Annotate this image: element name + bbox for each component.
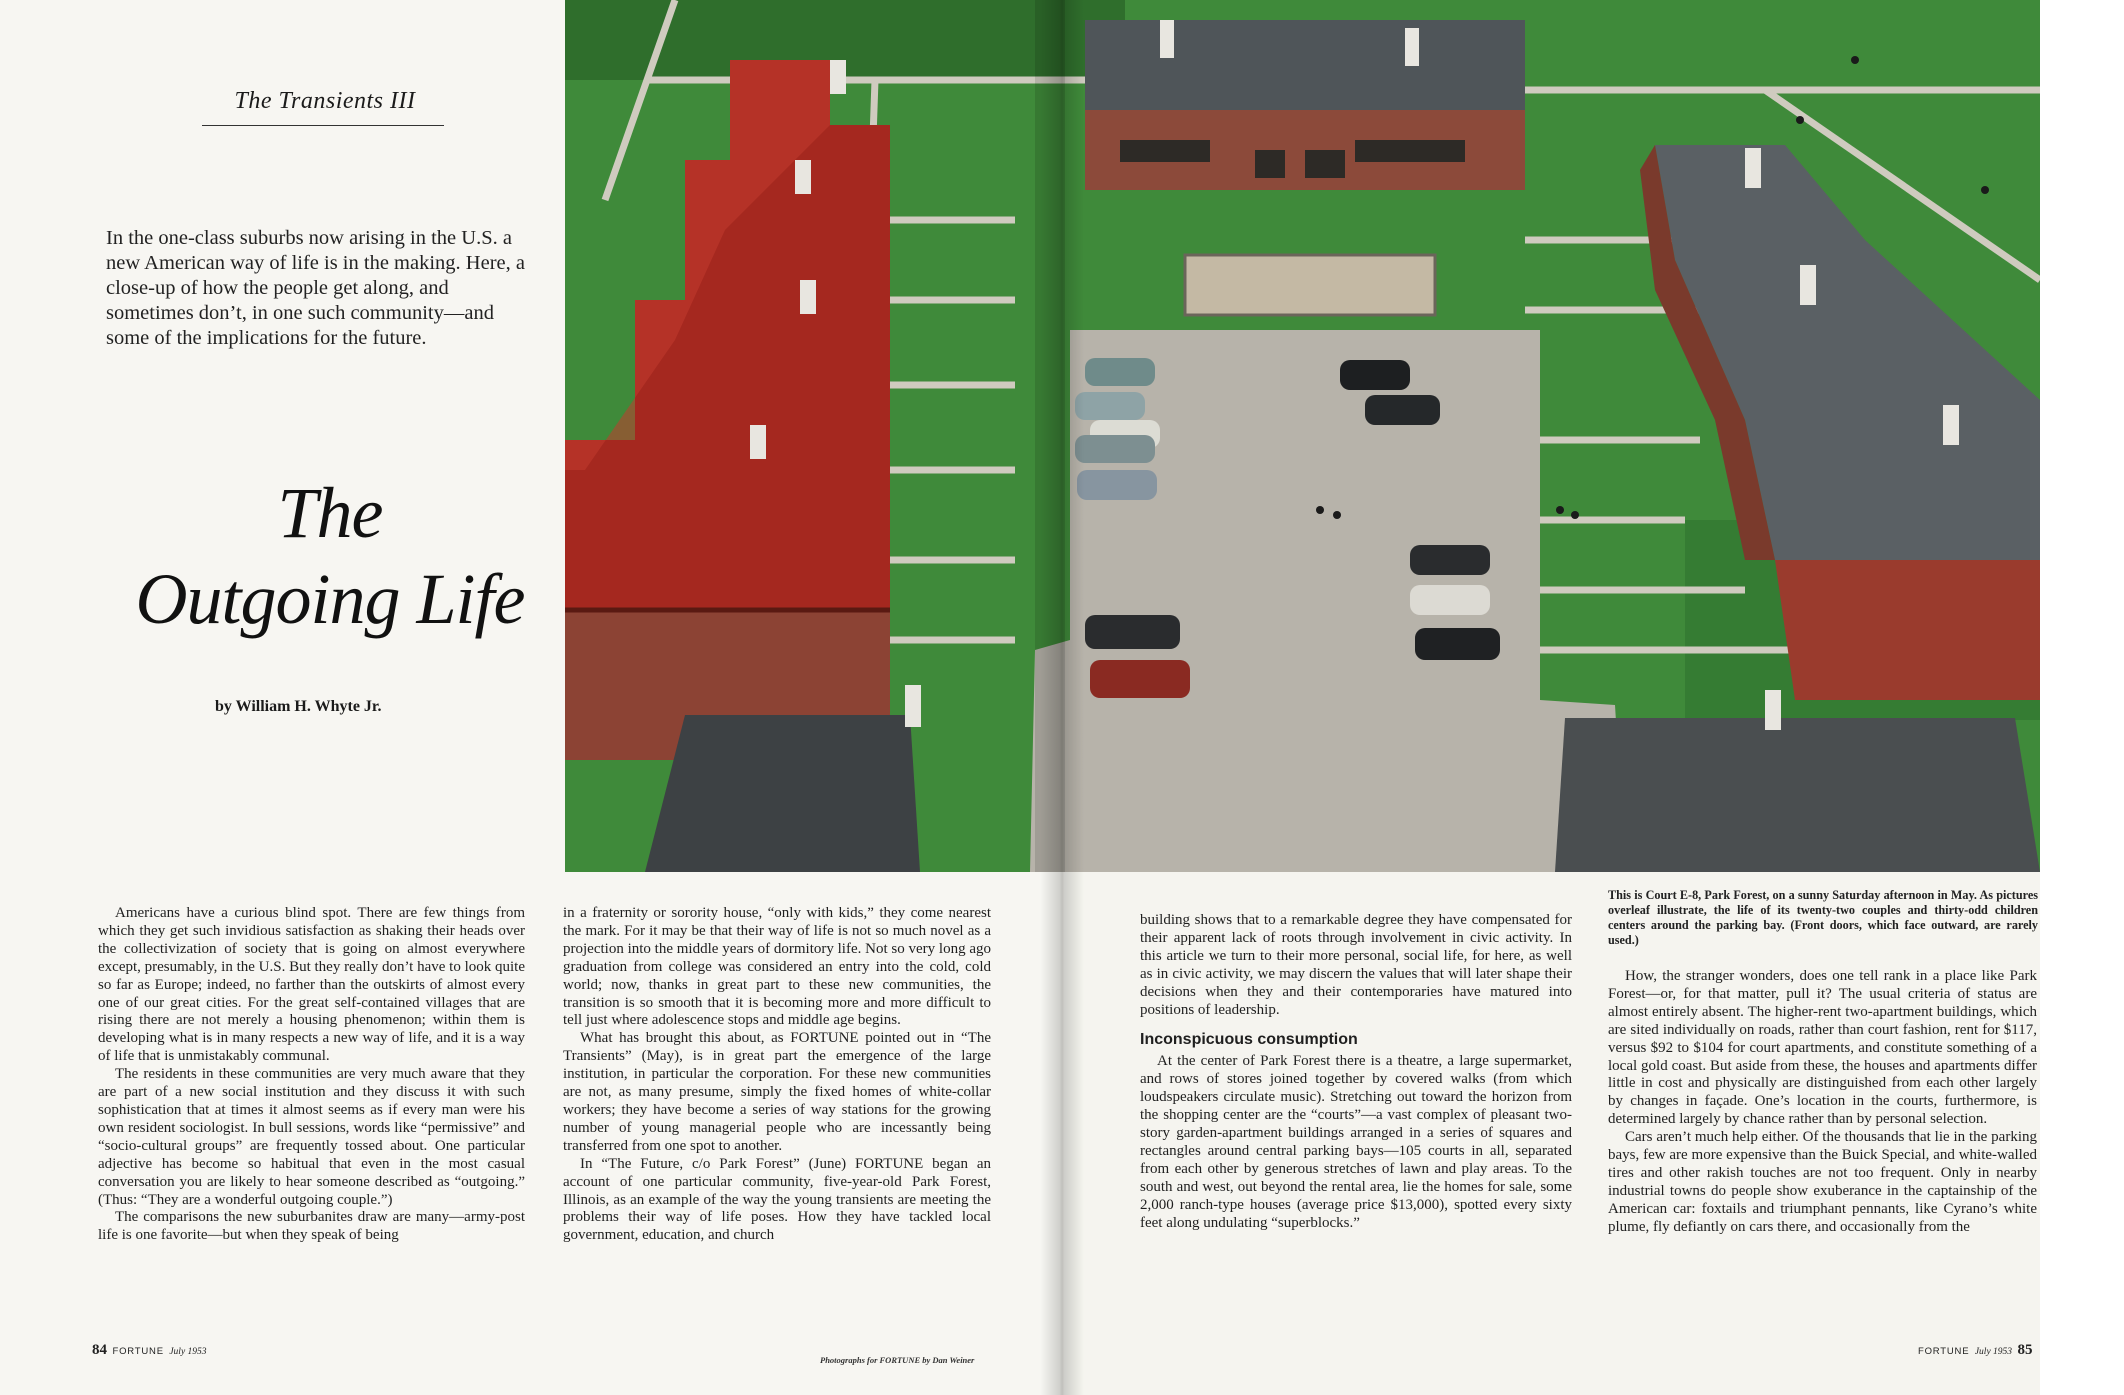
body-column-3 — [1140, 912, 1572, 1232]
paragraph: The comparisons the new suburbanites draw are many—army-post life is one favorite—but when they speak of being — [98, 1209, 525, 1244]
aerial-photo-illustration — [565, 0, 2040, 872]
paragraph: At the center of Park Forest there is a theatre, a large supermarket, and rows of stores joined together by covered walks (from which loudspeakers circulate music). Stretching out toward the horizon from the shopping center are the “courts”—a vast complex of pleasant two-story garden-apartment buildings arranged in a series of squares and rectangles around central parking bays—105 courts in all, separated from each other by generous stretches of lawn and play areas. To the south and west, out beyond the rental area, lie the homes for sale, some 2,000 ranch-type houses (average price $13,000), spotted every sixty feet along undulating “superblocks.” — [1140, 1053, 1572, 1231]
subhead: Inconspicuous consumption — [1140, 1031, 1358, 1049]
dek: In the one-class suburbs now arising in the U.S. a new American way of life is in the making. Here, a close-up of how the people get along, and sometimes don’t, in one such community—and some of the implications for the future. — [106, 227, 525, 349]
folio-left — [92, 1342, 207, 1359]
paragraph: In “The Future, c/o Park Forest” (June) FORTUNE began an account of one particular community, five-year-old Park Forest, Illinois, as an example of the way the young transients are meeting the problems their way of life poses. How they have tackled local government, education, and church — [563, 1155, 991, 1244]
playground — [1185, 255, 1435, 315]
paragraph: The residents in these communities are very much aware that they are part of a new social institution and they discuss it with such sophistication that at times it almost seems as if every man were his own resident sociologist. In bull sessions, words like “permissive” and “socio-cultural groups” are frequently tossed about. One particular adjective has become so habitual that even in the most casual conversation you are likely to hear someone described as “outgoing.” (Thus: “They are a wonderful outgoing couple.”) — [98, 1066, 525, 1208]
issue-date: July 1953 — [169, 1347, 207, 1357]
paragraph: Americans have a curious blind spot. There are few things from which they get such invidious satisfaction as shaking their heads over the collectivization of society that is going on almost everywhere except, presumably, in the U.S. But they really don’t have to look quite so far as Europe; indeed, no farther than the outskirts of almost every one of our great cities. For the great self-contained villages that are rising there are not merely a housing phenomenon; within them is developing what is in many respects a new way of life, and it is a way of life that is unmistakably communal. — [98, 905, 525, 1065]
chimney — [1800, 265, 1816, 305]
issue-date: July 1953 — [1974, 1347, 2013, 1357]
chimney — [1405, 28, 1419, 66]
photo-credit: Photographs for FORTUNE by Dan Weiner — [820, 1355, 975, 1365]
byline: by William H. Whyte Jr. — [215, 698, 382, 715]
page-number: 84 — [92, 1342, 107, 1358]
series-title: The Transients III — [234, 88, 416, 114]
chimney — [1943, 405, 1959, 445]
folio-right — [1918, 1342, 2033, 1359]
paragraph: building shows that to a remarkable degree they have compensated for their apparent lack of roots through involvement in civic activity. In this article we turn to their more personal, social life, for here, as well as in civic activity, we may discern the values that will later shape their decisions when they and their contemporaries have matured into positions of leadership. — [1140, 912, 1572, 1018]
headline-line-2: Outgoing Life — [135, 559, 525, 639]
magazine-name: FORTUNE — [1918, 1346, 1970, 1357]
chimney — [800, 280, 816, 314]
headline-line-1: The — [277, 473, 383, 553]
headline — [105, 470, 555, 642]
paragraph: Cars aren’t much help either. Of the thousands that lie in the parking bays, few are more expensive than the Buick Special, and white-walled tires and other rakish touches are not too frequent. Only in nearby industrial towns do people show exuberance in the captainship of the American car: foxtails and triumphant pennants, like Cyrano’s white plume, fly defiantly on cars there, and occasionally from the — [1608, 1129, 2037, 1235]
paragraph: How, the stranger wonders, does one tell rank in a place like Park Forest—or, for that matter, pull it? The usual criteria of status are almost entirely absent. The higher-rent two-apartment buildings, which are sited individually on roads, rather than court fashion, rent for $117, versus $92 to $104 for court apartments, and constitute something of a local gold coast. But aside from these, the houses and apartments differ little in cost and physically are distinguished from each other largely by changes in façade. One’s location in the courts, furthermore, is determined largely by chance rather than by personal selection. — [1608, 968, 2037, 1128]
body-column-1 — [98, 905, 525, 1245]
chimney — [750, 425, 766, 459]
chimney — [905, 685, 921, 727]
top-gray-roof — [1085, 20, 1525, 110]
chimney — [830, 60, 846, 94]
paragraph: What has brought this about, as FORTUNE pointed out in “The Transients” (May), is in great part the emergence of the large institution, in particular the corporation. For these new communities are not, as many presume, simply the fixed homes of white-collar workers; they have become a series of way stations for the growing number of young managerial people who are incessantly being transferred from one spot to another. — [563, 1030, 991, 1154]
chimney — [795, 160, 811, 194]
right-brick-facade — [1775, 560, 2040, 700]
paragraph: in a fraternity or sorority house, “only with kids,” they come nearest the mark. For it may be that their way of life is not so much novel as a projection into the middle years of dormitory life. Not so very long ago graduation from college was considered an entry into the cold, cold world; now, thanks in great part to these new communities, the transition is so smooth that it is becoming more and more difficult to tell just where adolescence stops and middle age begins. — [563, 905, 991, 1029]
body-column-4 — [1608, 968, 2037, 1237]
page-number: 85 — [2017, 1342, 2033, 1358]
photo-caption: This is Court E-8, Park Forest, on a sunny Saturday afternoon in May. As pictures overleaf illustrate, the life of its twenty-two couples and thirty-odd children centers around the parking bay. (Front doors, which face outward, are rarely used.) — [1608, 888, 2038, 947]
bottom-right-roof — [1555, 718, 2040, 872]
series-rule — [202, 125, 444, 126]
body-column-2 — [563, 905, 991, 1245]
gray-roof-building — [645, 715, 920, 872]
chimney — [1765, 690, 1781, 730]
magazine-name: FORTUNE — [112, 1346, 164, 1357]
chimney — [1745, 148, 1761, 188]
chimney — [1160, 20, 1174, 58]
page-edge — [2040, 0, 2124, 1395]
aerial-photo — [565, 0, 2040, 872]
